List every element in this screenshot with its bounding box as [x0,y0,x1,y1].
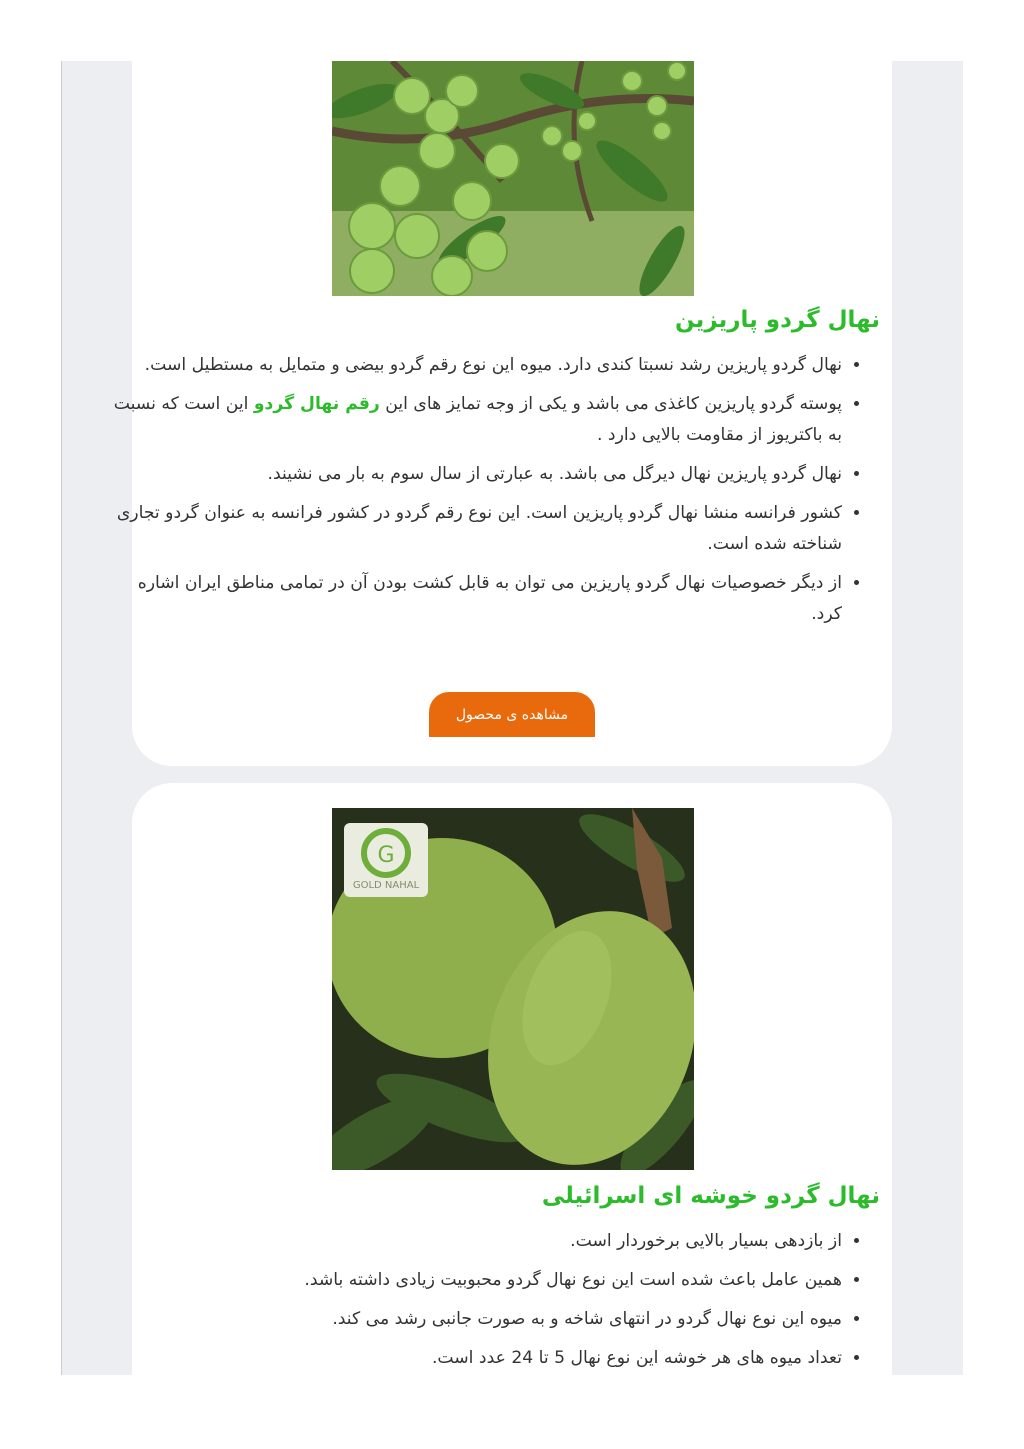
list-item [112,389,842,451]
feature-list [112,1226,864,1375]
list-item: • از بازدهی بسیار بالایی برخوردار است. [112,1226,842,1257]
product-title: نهال گردو خوشه ای اسرائیلی [541,1183,880,1209]
list-item: • از دیگر خصوصیات نهال گردو پاریزین می توان به قابل کشت بودن آن در تمامی مناطق ایران اشاره کرد. [112,568,842,630]
view-product-button[interactable]: مشاهده ی محصول [429,692,595,737]
list-item-text: این است که نسبت به باکتریوز از مقاومت بالایی دارد . [113,394,842,445]
walnut-tree-illustration [332,61,694,296]
list-item: • میوه این نوع نهال گردو در انتهای شاخه و به صورت جانبی رشد می کند. [112,1304,842,1335]
logo-text: GOLD NAHAL [352,880,420,891]
list-item-text: پوسته گردو پاریزین کاغذی می باشد و یکی از وجه تمایز های این [379,394,842,414]
list-item: • کشور فرانسه منشا نهال گردو پاریزین است. این نوع رقم گردو در کشور فرانسه به عنوان گردو تجاری شناخته شده است. [112,498,842,560]
list-item: • نهال گردو پاریزین نهال دیرگل می باشد. به عبارتی از سال سوم به بار می نشیند. [112,459,842,490]
product-image-parizin [332,61,694,296]
product-title: نهال گردو پاریزین [674,307,880,333]
list-item: • تعداد میوه های هر خوشه این نوع نهال 5 تا 24 عدد است. [112,1343,842,1374]
product-card-israeli-cluster [132,783,892,1375]
walnut-variety-link[interactable]: رقم نهال گردو [253,394,380,414]
logo-letter: G [377,843,395,868]
list-item: • همین عامل باعث شده است این نوع نهال گردو محبوبیت زیادی داشته باشد. [112,1265,842,1296]
walnut-closeup-illustration [332,808,694,1170]
feature-list [112,350,864,638]
list-item: • نهال گردو پاریزین رشد نسبتا کندی دارد. میوه این نوع رقم گردو بیضی و متمایل به مستطیل است. [112,350,842,381]
product-image-israeli-cluster [332,808,694,1170]
product-card-parizin [113,61,892,766]
page-frame [61,61,963,1375]
